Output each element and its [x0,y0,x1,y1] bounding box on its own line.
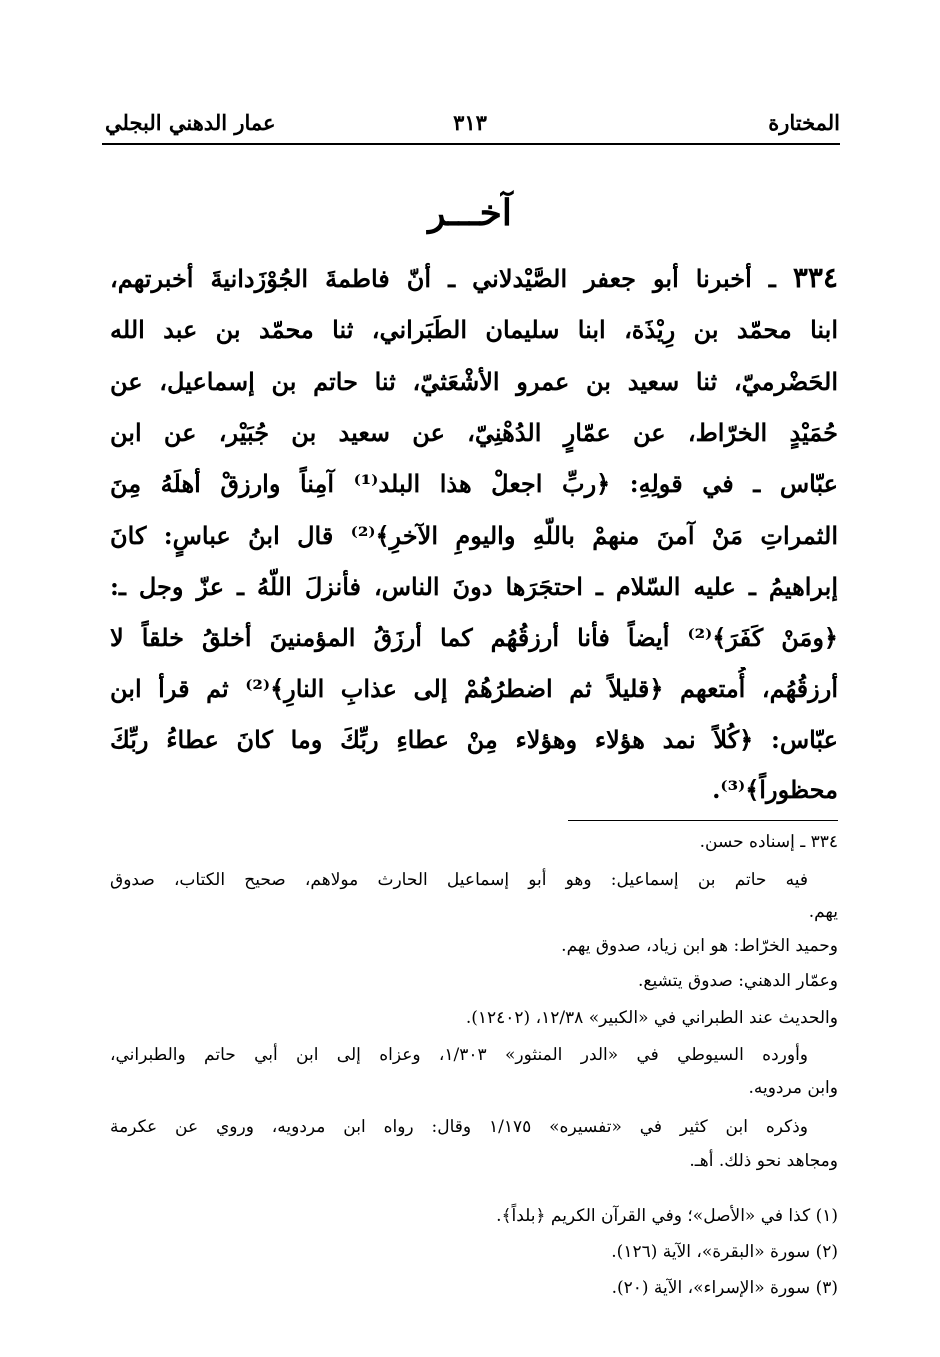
footnote: (٢) سورة «البقرة»، الآية (١٢٦). [611,1242,838,1262]
commentary-line: فيه حاتم بن إسماعيل: وهو أبو إسماعيل الحارث مولاهم، صحيح الكتاب، صدوق [110,870,808,890]
hadith-line: ابنا محمّد بن رِيْذَة، ابنا سليمان الطَبَراني، ثنا محمّد بن عبد الله [110,315,838,344]
commentary-line: وابن مردويه. [748,1078,838,1098]
hadith-line: الثمراتِ مَنْ آمنَ منهمْ باللّهِ واليومِ الآخرِ﴾⁽²⁾ قال ابنُ عباسٍ: كانَ [110,521,838,550]
commentary-line: ومجاهد نحو ذلك. أهـ. [689,1151,838,1171]
hadith-line: ﴿ومَنْ كَفَرَ﴾⁽²⁾ أيضاً فأنا أرزقُهُم كما أرزَقُ المؤمنينَ أخلقُ خلقاً لا [110,623,838,652]
hadith-line: عبّاس: ﴿كُلاً نمد هؤلاء وهؤلاء مِنْ عطاءِ ربِّكَ وما كانَ عطاءُ ربِّكَ [110,725,838,754]
header-book-title: المختارة [768,110,840,135]
hadith-line: ٣٣٤ ـ أخبرنا أبو جعفر الصَّيْدلاني ـ أنّ فاطمةَ الجُوْزَدانيةَ أخبرتهم، [110,261,838,294]
footnote: (١) كذا في «الأصل»؛ وفي القرآن الكريم ﴿بلداً﴾. [496,1206,838,1226]
hadith-line: محظوراً﴾⁽³⁾. [712,775,838,804]
footnote: (٣) سورة «الإسراء»، الآية (٢٠). [611,1278,838,1298]
header-divider [102,143,840,145]
hadith-line: حُمَيْدٍ الخرّاط، عن عمّارٍ الدُهْنِيّ، عن سعيد بن جُبَيْر، عن ابن [110,418,838,447]
commentary-line: وذكره ابن كثير في «تفسيره» ١/١٧٥ وقال: رواه ابن مردويه، وروي عن عكرمة [110,1117,808,1137]
commentary-line: يهم. [808,902,838,922]
commentary-line: وأورده السيوطي في «الدر المنثور» ١/٣٠٣، وعزاه إلى ابن أبي حاتم والطبراني، [110,1045,808,1065]
hadith-number: ٣٣٤ [792,261,838,294]
commentary-line: ٣٣٤ ـ إسناده حسن. [699,832,838,852]
section-title: آخـــر [428,192,512,234]
hadith-line: عبّاس ـ في قولِهِ: ﴿ربِّ اجعلْ هذا البلد⁽¹⁾ آمِناً وارزقْ أهلَهُ مِنَ [110,469,838,498]
commentary-line: والحديث عند الطبراني في «الكبير» ١٢/٣٨، (١٢٤٠٢). [465,1008,838,1028]
commentary-line: وحميد الخرّاط: هو ابن زياد، صدوق يهم. [561,936,838,956]
hadith-line: أرزقُهُم، أُمتعهم ﴿قليلاً ثم اضطرُهُمْ إلى عذابِ النارِ﴾⁽²⁾ ثم قرأ ابن [110,674,838,703]
commentary-divider [568,820,838,821]
header-chapter-title: عمار الدهني البجلي [105,110,276,135]
page-number: ٣١٣ [453,110,487,135]
hadith-line: الحَضْرميّ، ثنا سعيد بن عمرو الأشْعَثيّ، ثنا حاتم بن إسماعيل، عن [110,367,838,396]
hadith-line: إبراهيمُ ـ عليه السّلام ـ احتجَرَها دونَ الناس، فأنزلَ اللّهُ ـ عزّ وجل ـ: [110,572,838,601]
commentary-line: وعمّار الدهني: صدوق يتشيع. [638,971,838,991]
